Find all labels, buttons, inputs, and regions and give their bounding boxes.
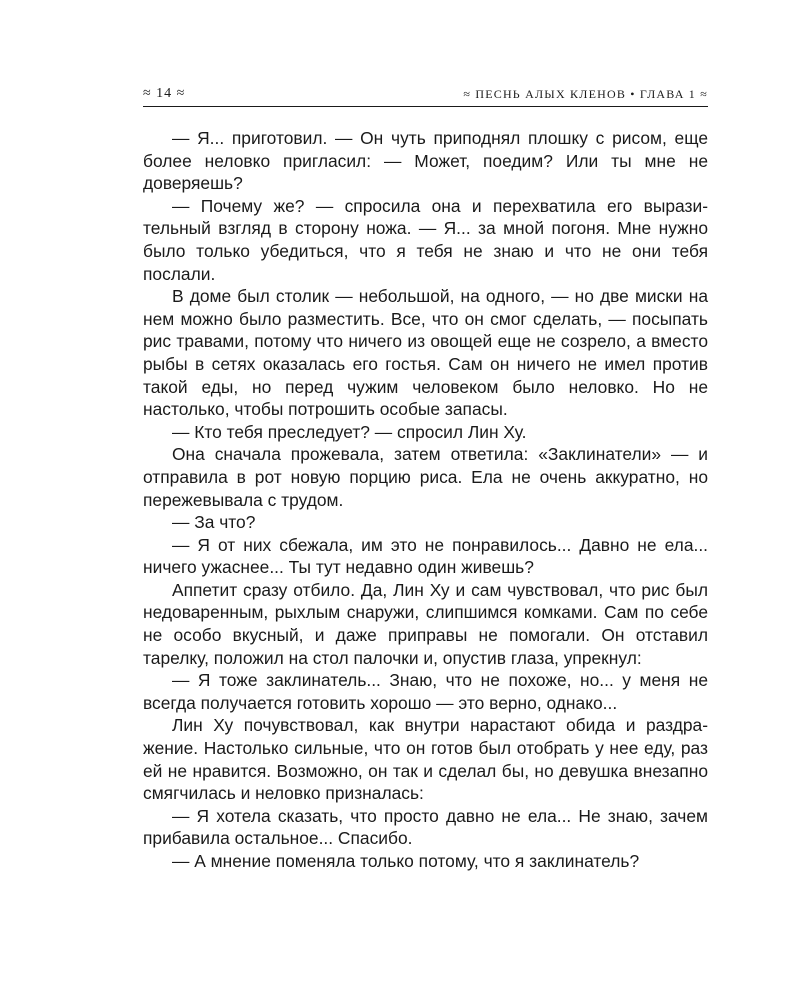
- text-body: [143, 127, 708, 873]
- paragraph: — Я хотела сказать, что просто давно не ела... Не знаю, зачем прибавила остальное... Спасибо.: [143, 805, 708, 849]
- paragraph: — А мнение поменяла только потому, что я заклинатель?: [172, 851, 640, 871]
- running-header: [143, 80, 708, 102]
- paragraph: — Я от них сбежала, им это не понравилось... Давно не ела... ничего ужаснее... Ты тут недавно один живешь?: [143, 534, 708, 578]
- paragraph: — Почему же? — спросила она и перехватила его выразительный взгляд в сторону ножа. — Я... за мной погоня. Мне нужно было только убедиться, что я тебя не знаю и что не они тебя послали.: [143, 195, 708, 284]
- paragraph: В доме был столик — небольшой, на одного, — но две миски на нем можно было разместить. Все, что он смог сделать, — посыпать рис травами, потому что ничего из овощей еще не созрело, а вместо рыбы в сетях оказалась его гостья. Сам он ничего не имел против такой еды, но перед чужим человеком было неловко. Но не настолько, чтобы потрошить особые запасы.: [143, 286, 708, 420]
- paragraph: — Я тоже заклинатель... Знаю, что не похоже, но... у меня не всегда получается готовить хорошо — это верно, однако...: [143, 670, 708, 713]
- paragraph: — Я... приготовил. — Он чуть приподнял плошку с рисом, еще более неловко пригласил: — Может, поедим? Или ты мне не доверяешь?: [143, 128, 708, 194]
- paragraph: Лин Ху почувствовал, как внутри нарастают обида и раздражение. Настолько сильные, что он готов был отобрать у нее еду, раз ей не нравится. Возможно, он так и сделал бы, но девушка внезапно смягчилась и неловко призналась:: [143, 715, 708, 804]
- running-title: ≈ ПЕСНЬ АЛЫХ КЛЕНОВ • ГЛАВА 1 ≈: [463, 87, 708, 101]
- page-number: ≈ 14 ≈: [143, 86, 186, 101]
- paragraph: — За что?: [172, 512, 256, 533]
- paragraph: — Кто тебя преследует? — спросил Лин Ху.: [172, 421, 527, 442]
- paragraph: Аппетит сразу отбило. Да, Лин Ху и сам чувствовал, что рис был недоваренным, рыхлым снаружи, слипшимся комками. Сам по себе не особо вкусный, и даже приправы не помогали. Он отставил тарелку, положил на стол палочки и, опустив глаза, упрекнул:: [143, 579, 708, 668]
- paragraph: Она сначала прожевала, затем ответила: «Заклинатели» — и отправила в рот новую порцию риса. Ела не очень аккуратно, но пережевывала с трудом.: [143, 444, 708, 510]
- header-rule: [143, 106, 708, 107]
